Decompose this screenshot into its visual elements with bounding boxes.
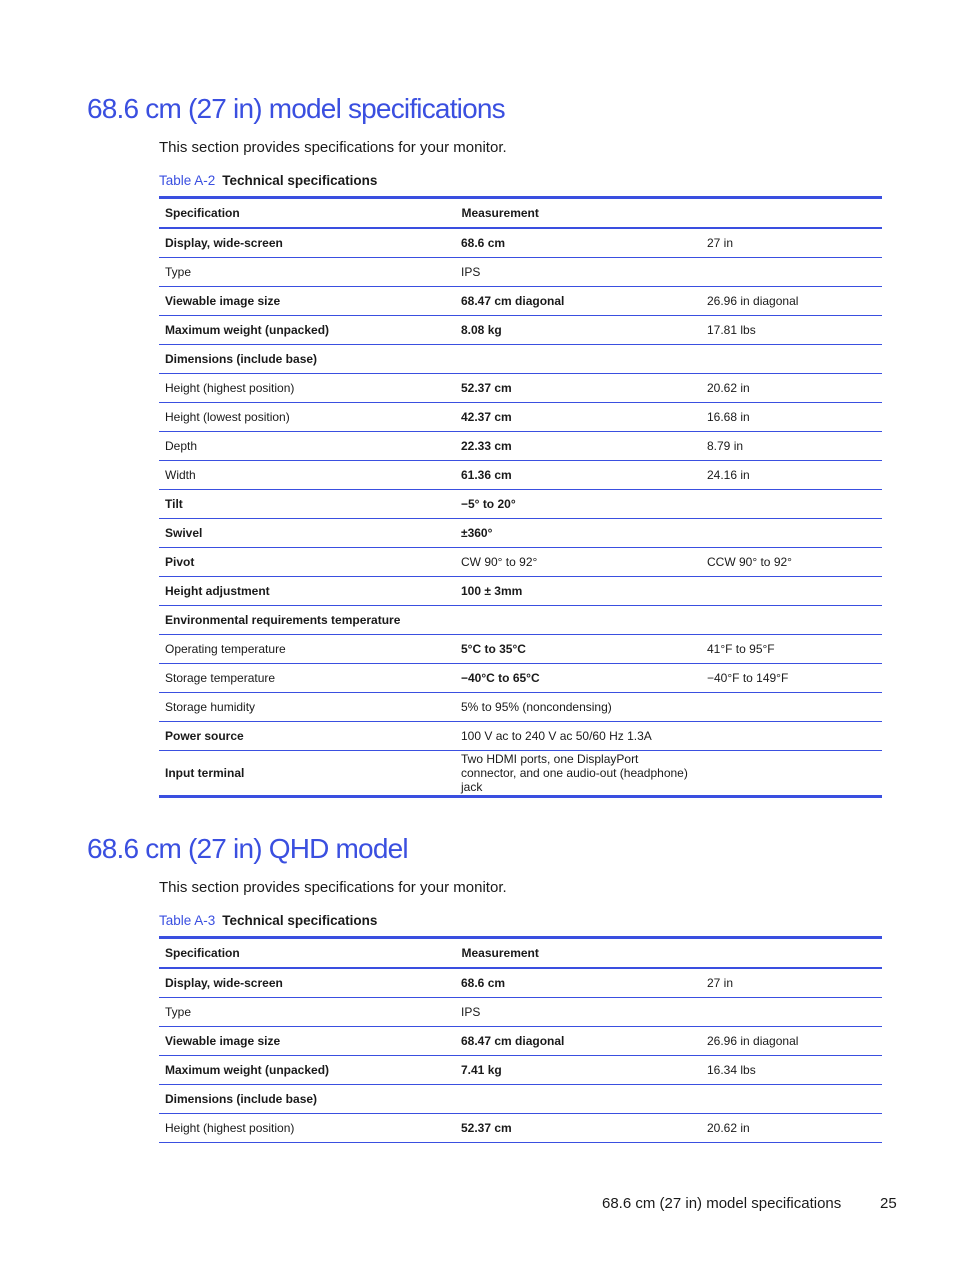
measurement-imperial-cell bbox=[701, 258, 882, 287]
table-row bbox=[159, 548, 882, 577]
measurement-imperial-cell: 16.68 in bbox=[701, 403, 882, 432]
spec-cell: Maximum weight (unpacked) bbox=[159, 1056, 455, 1085]
table-row bbox=[159, 461, 882, 490]
header-measurement: Measurement bbox=[455, 938, 701, 969]
measurement-imperial-cell bbox=[701, 693, 882, 722]
spec-cell: Maximum weight (unpacked) bbox=[159, 316, 455, 345]
spec-cell: Display, wide-screen bbox=[159, 228, 455, 258]
spec-cell: Input terminal bbox=[165, 766, 245, 780]
table-caption-title: Technical specifications bbox=[222, 173, 378, 188]
measurement-metric-cell: 42.37 cm bbox=[455, 403, 701, 432]
table-row bbox=[159, 228, 882, 258]
table-body bbox=[159, 228, 882, 797]
table-row bbox=[159, 635, 882, 664]
table-row bbox=[159, 432, 882, 461]
measurement-imperial-cell: 24.16 in bbox=[701, 461, 882, 490]
table-row bbox=[159, 751, 882, 797]
spec-cell: Environmental requirements temperature bbox=[159, 606, 455, 635]
spec-cell: Type bbox=[159, 258, 455, 287]
measurement-imperial-cell bbox=[701, 345, 882, 374]
spec-cell: Height (lowest position) bbox=[159, 403, 455, 432]
spec-cell: Pivot bbox=[159, 548, 455, 577]
measurement-imperial-cell: CCW 90° to 92° bbox=[701, 548, 882, 577]
section-intro: This section provides specifications for your monitor. bbox=[159, 139, 507, 156]
measurement-metric-cell: −5° to 20° bbox=[455, 490, 701, 519]
measurement-imperial-cell bbox=[701, 490, 882, 519]
table-caption bbox=[159, 913, 377, 928]
table-row bbox=[159, 606, 882, 635]
measurement-metric-cell: 8.08 kg bbox=[455, 316, 701, 345]
table-row bbox=[159, 345, 882, 374]
spec-cell: Swivel bbox=[159, 519, 455, 548]
measurement-metric-cell: 61.36 cm bbox=[455, 461, 701, 490]
spec-cell: Type bbox=[159, 998, 455, 1027]
footer-running-title: 68.6 cm (27 in) model specifications bbox=[602, 1195, 842, 1212]
table-body bbox=[159, 968, 882, 1143]
table-row bbox=[159, 519, 882, 548]
section-intro: This section provides specifications for your monitor. bbox=[159, 879, 507, 896]
table-row bbox=[159, 722, 882, 751]
technical-specifications-table-a2 bbox=[159, 196, 882, 798]
table-caption bbox=[159, 173, 377, 188]
measurement-metric-cell: IPS bbox=[455, 998, 701, 1027]
spec-cell: Storage temperature bbox=[159, 664, 455, 693]
table-row bbox=[159, 490, 882, 519]
measurement-metric-cell: 52.37 cm bbox=[455, 1114, 701, 1143]
measurement-metric-cell: 5°C to 35°C bbox=[455, 635, 701, 664]
spec-cell: Operating temperature bbox=[159, 635, 455, 664]
measurement-metric-cell: 7.41 kg bbox=[455, 1056, 701, 1085]
table-row bbox=[159, 1056, 882, 1085]
table-header-row bbox=[159, 198, 882, 229]
measurement-imperial-cell: 26.96 in diagonal bbox=[701, 1027, 882, 1056]
measurement-imperial-cell bbox=[701, 1085, 882, 1114]
measurement-imperial-cell: 26.96 in diagonal bbox=[701, 287, 882, 316]
measurement-imperial-cell: 41°F to 95°F bbox=[701, 635, 882, 664]
header-measurement: Measurement bbox=[455, 198, 701, 229]
spec-cell: Viewable image size bbox=[159, 287, 455, 316]
header-measurement-secondary bbox=[701, 938, 882, 969]
table-row bbox=[159, 403, 882, 432]
table-row bbox=[159, 316, 882, 345]
header-specification: Specification bbox=[159, 198, 455, 229]
measurement-imperial-cell bbox=[701, 998, 882, 1027]
table-row bbox=[159, 693, 882, 722]
table-row bbox=[159, 374, 882, 403]
table-row bbox=[159, 968, 882, 998]
table-row bbox=[159, 258, 882, 287]
table-row bbox=[159, 1085, 882, 1114]
measurement-imperial-cell bbox=[701, 519, 882, 548]
section-title-model-specifications: 68.6 cm (27 in) model specifications bbox=[87, 93, 505, 124]
measurement-metric-cell: 68.6 cm bbox=[455, 228, 701, 258]
spec-cell: Dimensions (include base) bbox=[159, 345, 455, 374]
measurement-metric-cell: 100 V ac to 240 V ac 50/60 Hz 1.3A bbox=[455, 722, 701, 751]
measurement-metric-cell: −40°C to 65°C bbox=[455, 664, 701, 693]
measurement-imperial-cell: 8.79 in bbox=[701, 432, 882, 461]
page-number: 25 bbox=[880, 1195, 897, 1212]
spec-cell: Height (highest position) bbox=[159, 1114, 455, 1143]
measurement-metric-cell: 68.47 cm diagonal bbox=[455, 287, 701, 316]
table-row bbox=[159, 287, 882, 316]
measurement-metric-cell: 100 ± 3mm bbox=[455, 577, 701, 606]
measurement-metric-cell bbox=[455, 345, 701, 374]
table-caption-title: Technical specifications bbox=[222, 913, 378, 928]
measurement-metric-cell bbox=[455, 606, 701, 635]
header-specification: Specification bbox=[159, 938, 455, 969]
spec-cell: Depth bbox=[159, 432, 455, 461]
measurement-metric-cell: CW 90° to 92° bbox=[455, 548, 701, 577]
table-number: Table A-2 bbox=[159, 173, 216, 188]
measurement-metric-cell: Two HDMI ports, one DisplayPort connector, and one audio-out (headphone) jack bbox=[461, 752, 688, 794]
technical-specifications-table-a3 bbox=[159, 936, 882, 1143]
table-number: Table A-3 bbox=[159, 913, 216, 928]
spec-cell: Width bbox=[159, 461, 455, 490]
measurement-metric-cell: ±360° bbox=[455, 519, 701, 548]
measurement-metric-cell: 22.33 cm bbox=[455, 432, 701, 461]
measurement-metric-cell: 68.6 cm bbox=[455, 968, 701, 998]
measurement-metric-cell bbox=[455, 1085, 701, 1114]
table-row bbox=[159, 1027, 882, 1056]
table-row bbox=[159, 664, 882, 693]
spec-cell: Height adjustment bbox=[159, 577, 455, 606]
spec-cell: Storage humidity bbox=[159, 693, 455, 722]
table-row bbox=[159, 998, 882, 1027]
spec-cell: Tilt bbox=[159, 490, 455, 519]
section-title-qhd-model: 68.6 cm (27 in) QHD model bbox=[87, 833, 408, 864]
spec-cell: Viewable image size bbox=[159, 1027, 455, 1056]
spec-cell: Display, wide-screen bbox=[159, 968, 455, 998]
header-measurement-secondary bbox=[701, 198, 882, 229]
measurement-metric-cell: 68.47 cm diagonal bbox=[455, 1027, 701, 1056]
measurement-imperial-cell: 27 in bbox=[701, 228, 882, 258]
measurement-imperial-cell: 16.34 lbs bbox=[701, 1056, 882, 1085]
measurement-imperial-cell bbox=[701, 722, 882, 751]
measurement-metric-cell: 52.37 cm bbox=[455, 374, 701, 403]
measurement-imperial-cell bbox=[701, 577, 882, 606]
table-row bbox=[159, 1114, 882, 1143]
spec-cell: Height (highest position) bbox=[159, 374, 455, 403]
measurement-imperial-cell: 20.62 in bbox=[701, 374, 882, 403]
spec-cell: Dimensions (include base) bbox=[159, 1085, 455, 1114]
spec-cell: Power source bbox=[159, 722, 455, 751]
measurement-imperial-cell bbox=[701, 606, 882, 635]
table-row bbox=[159, 577, 882, 606]
measurement-imperial-cell: 20.62 in bbox=[701, 1114, 882, 1143]
measurement-metric-cell: 5% to 95% (noncondensing) bbox=[455, 693, 701, 722]
measurement-imperial-cell bbox=[701, 751, 882, 797]
measurement-metric-cell: IPS bbox=[455, 258, 701, 287]
measurement-imperial-cell: −40°F to 149°F bbox=[701, 664, 882, 693]
measurement-imperial-cell: 27 in bbox=[701, 968, 882, 998]
measurement-imperial-cell: 17.81 lbs bbox=[701, 316, 882, 345]
table-header-row bbox=[159, 938, 882, 969]
